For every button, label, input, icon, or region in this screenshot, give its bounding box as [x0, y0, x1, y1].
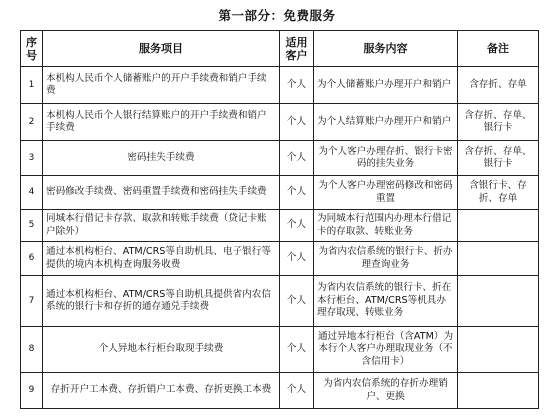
row-customer: 个人 — [280, 141, 314, 176]
row-service-item: 通过本机构柜台、ATM/CRS等自助机具、电子银行等提供的境内本机构查询服务收费 — [43, 242, 280, 276]
row-service-content: 为个人结算账户办理开户和销户 — [314, 104, 458, 141]
row-service-content: 通过异地本行柜台（含ATM）为本行个人客户办理取现业务（不含信用卡） — [314, 327, 458, 373]
row-remark — [458, 327, 539, 373]
row-service-content: 为省内农信系统的存折办理销户、更换 — [314, 373, 458, 409]
row-customer: 个人 — [280, 104, 314, 141]
header-customer: 适用客户 — [280, 31, 314, 67]
row-no: 6 — [21, 242, 43, 276]
header-service-content: 服务内容 — [314, 31, 458, 67]
row-no: 9 — [21, 373, 43, 409]
row-service-item: 同城本行借记卡存款、取款和转账手续费（贷记卡账户除外） — [43, 210, 280, 242]
header-remark: 备注 — [458, 31, 539, 67]
row-customer: 个人 — [280, 276, 314, 327]
table-row — [21, 176, 539, 210]
table-row — [21, 327, 539, 373]
row-remark: 含存折、存单 — [458, 67, 539, 104]
row-remark: 含存折、存单、银行卡 — [458, 104, 539, 141]
table-row — [21, 276, 539, 327]
row-no: 5 — [21, 210, 43, 242]
row-customer: 个人 — [280, 67, 314, 104]
row-no: 4 — [21, 176, 43, 210]
row-service-item: 本机构人民币个人银行结算账户的开户手续费和销户手续费 — [43, 104, 280, 141]
table-row — [21, 373, 539, 409]
row-service-content: 为个人客户办理密码修改和密码重置 — [314, 176, 458, 210]
row-service-item: 密码挂失手续费 — [43, 141, 280, 176]
row-service-content: 为省内农信系统的银行卡、折办理查询业务 — [314, 242, 458, 276]
table-header-row — [21, 31, 539, 67]
row-customer: 个人 — [280, 242, 314, 276]
row-service-content: 为个人储蓄账户办理开户和销户 — [314, 67, 458, 104]
row-no: 1 — [21, 67, 43, 104]
row-remark: 含存折、存单、银行卡 — [458, 141, 539, 176]
row-service-item: 个人异地本行柜台取现手续费 — [43, 327, 280, 373]
header-service-item: 服务项目 — [43, 31, 280, 67]
row-service-item: 通过本机构柜台、ATM/CRS等自助机具提供省内农信系统的银行卡和存折的通存通兑手续费 — [43, 276, 280, 327]
row-service-item: 密码修改手续费、密码重置手续费和密码挂失手续费 — [43, 176, 280, 210]
header-no: 序号 — [21, 31, 43, 67]
row-customer: 个人 — [280, 373, 314, 409]
row-remark — [458, 242, 539, 276]
row-remark: 含银行卡、存折、存单 — [458, 176, 539, 210]
row-no: 8 — [21, 327, 43, 373]
row-no: 3 — [21, 141, 43, 176]
row-service-content: 为省内农信系统的银行卡、折在本行柜台、ATM/CRS等机具办理存取现、转账业务 — [314, 276, 458, 327]
row-service-content: 为个人客户办理存折、银行卡密码的挂失业务 — [314, 141, 458, 176]
row-customer: 个人 — [280, 327, 314, 373]
row-remark — [458, 373, 539, 409]
table-row — [21, 67, 539, 104]
fee-table — [20, 30, 539, 409]
table-row — [21, 141, 539, 176]
page-title: 第一部分：免费服务 — [218, 8, 336, 23]
row-no: 7 — [21, 276, 43, 327]
row-remark — [458, 210, 539, 242]
row-service-content: 为同城本行范围内办理本行借记卡的存取款、转账业务 — [314, 210, 458, 242]
row-service-item: 存折开户工本费、存折销户工本费、存折更换工本费 — [43, 373, 280, 409]
row-customer: 个人 — [280, 176, 314, 210]
table-row — [21, 104, 539, 141]
row-customer: 个人 — [280, 210, 314, 242]
table-row — [21, 210, 539, 242]
table-row — [21, 242, 539, 276]
row-service-item: 本机构人民币个人储蓄账户的开户手续费和销户手续费 — [43, 67, 280, 104]
row-remark — [458, 276, 539, 327]
row-no: 2 — [21, 104, 43, 141]
